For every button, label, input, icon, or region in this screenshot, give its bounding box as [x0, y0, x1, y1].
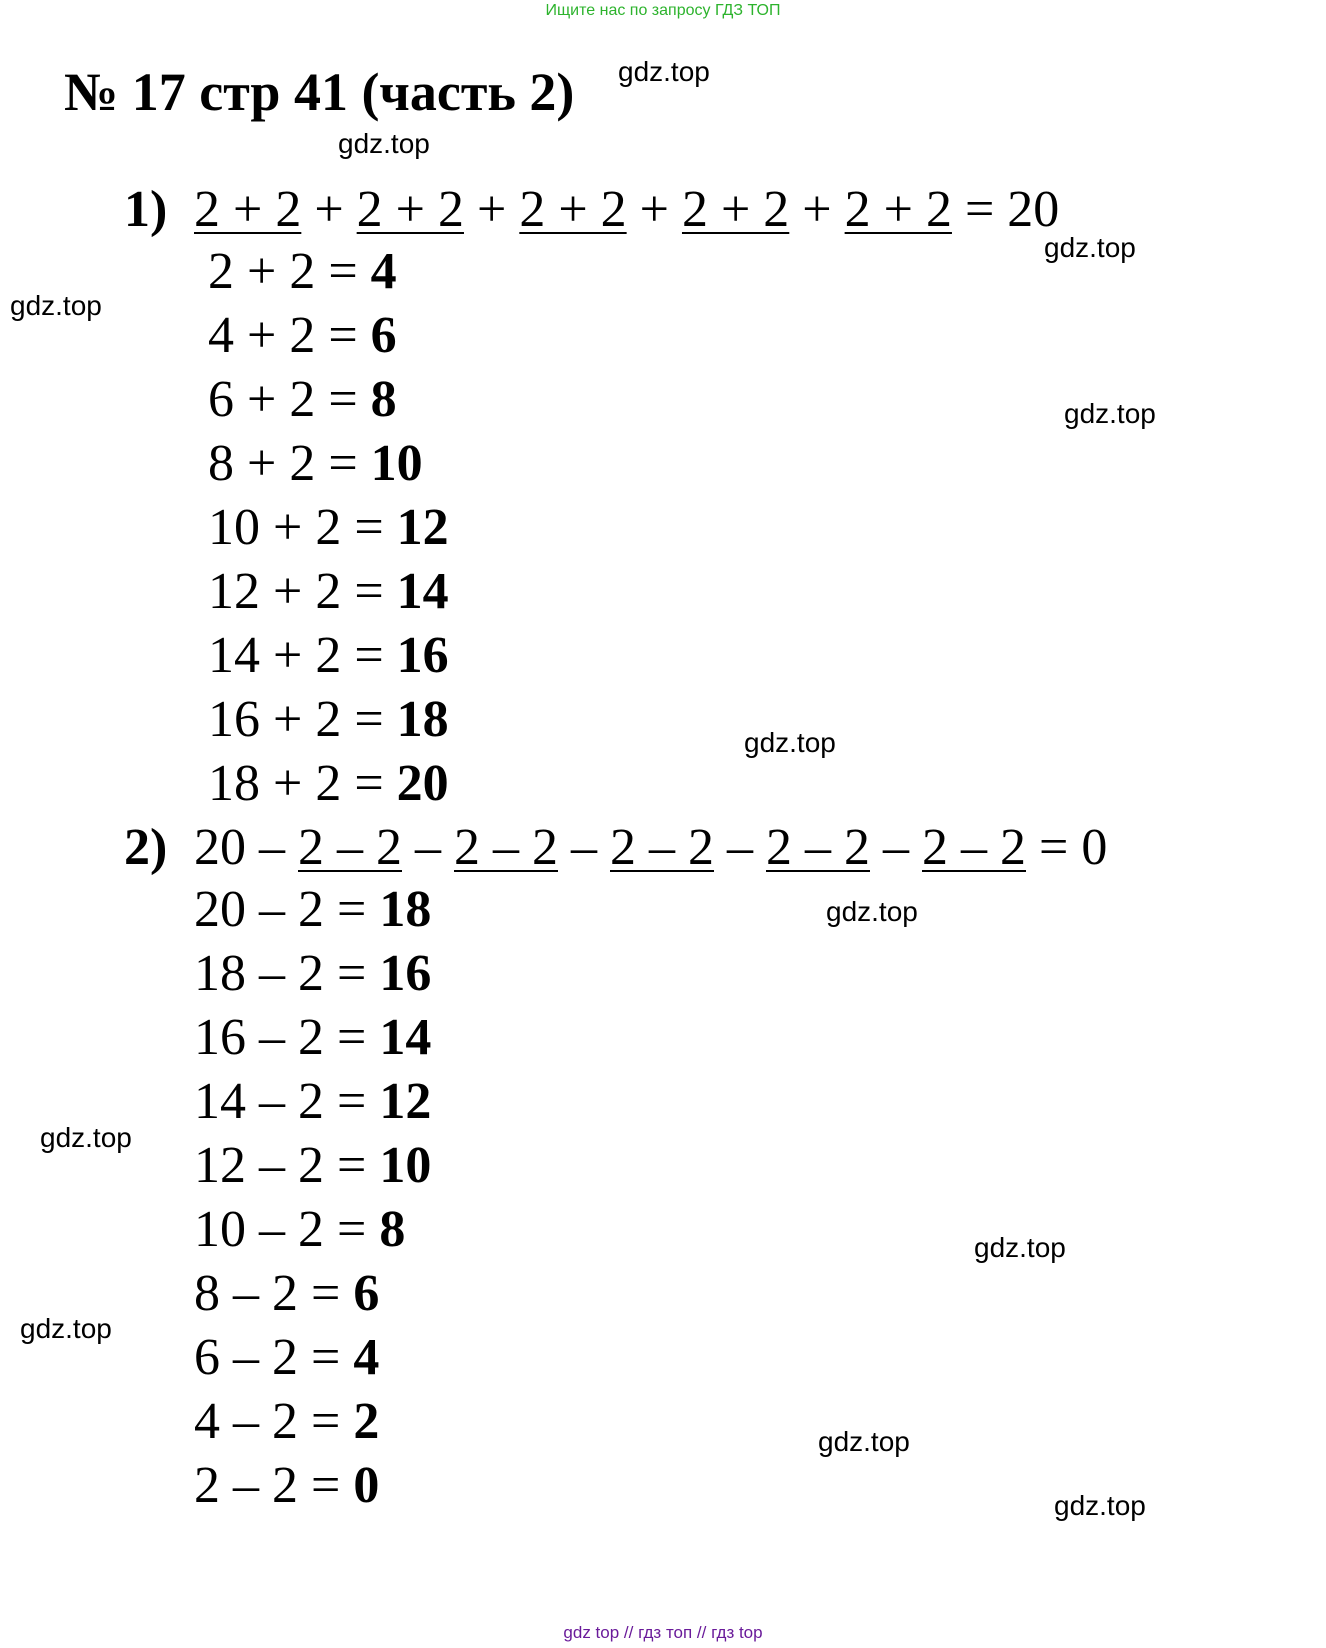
part2-step [194, 1008, 431, 1068]
part1-label: 1) [124, 181, 168, 238]
watermark: gdz.top [818, 1426, 910, 1457]
part1-step-expression: 18 + 2 = [208, 755, 397, 812]
part1-step [208, 242, 397, 302]
part1-step [208, 754, 449, 814]
part1-step-answer: 20 [396, 755, 449, 812]
watermark: gdz.top [20, 1313, 112, 1344]
top-banner: Ищите нас по запросу ГДЗ ТОП [545, 2, 781, 19]
part2-operator: – [714, 819, 766, 876]
part1-step [208, 562, 449, 622]
part2-step-expression: 6 – 2 = [194, 1329, 354, 1386]
part1-operator: + [463, 181, 520, 238]
part1-group: 2 + 2 [194, 181, 302, 238]
part2-group: 2 – 2 [766, 819, 870, 876]
part1-operator: + [789, 181, 845, 238]
part2-operator: – [558, 819, 610, 876]
part2-group: 2 – 2 [298, 819, 402, 876]
part2-start: 20 – [194, 819, 298, 876]
watermark: gdz.top [826, 896, 918, 927]
part1-group: 2 + 2 [519, 181, 627, 238]
part1-step [208, 498, 449, 558]
part2-step-expression: 16 – 2 = [194, 1009, 380, 1066]
part1-step [208, 306, 397, 366]
part2-step-answer: 14 [379, 1009, 432, 1066]
part1-step-expression: 6 + 2 = [208, 371, 371, 428]
part2-step-expression: 20 – 2 = [194, 881, 380, 938]
watermark: gdz.top [40, 1122, 132, 1153]
part2-operator: – [870, 819, 922, 876]
part1-operator: + [626, 181, 682, 238]
part1-group: 2 + 2 [844, 181, 952, 238]
part1-step-answer: 8 [370, 371, 397, 428]
page-title: № 17 стр 41 (часть 2) [64, 62, 575, 122]
part1-step-expression: 10 + 2 = [208, 499, 397, 556]
part2-step [194, 944, 431, 1004]
part2-step-answer: 16 [379, 945, 432, 1002]
part2-step [194, 880, 431, 940]
part2-label: 2) [124, 819, 168, 876]
part2-group: 2 – 2 [922, 819, 1026, 876]
part2-step-answer: 12 [379, 1073, 432, 1130]
part1-step-answer: 4 [370, 243, 397, 300]
part2-step-answer: 4 [353, 1329, 380, 1386]
watermark: gdz.top [338, 128, 430, 159]
part1-group: 2 + 2 [681, 181, 790, 238]
part2-step [194, 1200, 405, 1260]
part2-step-answer: 0 [353, 1457, 380, 1514]
part2-result: = 0 [1026, 819, 1108, 876]
watermark: gdz.top [1064, 398, 1156, 429]
part2-step-expression: 8 – 2 = [194, 1265, 354, 1322]
part2-group: 2 – 2 [610, 819, 714, 876]
part2-step-expression: 12 – 2 = [194, 1137, 380, 1194]
watermark: gdz.top [10, 290, 102, 321]
part2-step [194, 1328, 379, 1388]
part2-step [194, 1072, 431, 1132]
part2-step-expression: 4 – 2 = [194, 1393, 354, 1450]
part1-operator: + [301, 181, 357, 238]
part1-step [208, 690, 449, 750]
part2-step-expression: 18 – 2 = [194, 945, 380, 1002]
part1-step-expression: 14 + 2 = [208, 627, 397, 684]
part2-step [194, 1136, 431, 1196]
watermark: gdz.top [744, 727, 836, 758]
part1-step-expression: 4 + 2 = [208, 307, 371, 364]
part1-step-expression: 16 + 2 = [208, 691, 397, 748]
part2-step-expression: 2 – 2 = [194, 1457, 354, 1514]
part1-main-expression [194, 180, 1059, 240]
part2-operator: – [402, 819, 454, 876]
part1-step-answer: 18 [396, 691, 449, 748]
part1-step [208, 626, 449, 686]
part2-step-expression: 14 – 2 = [194, 1073, 380, 1130]
part2-step-answer: 2 [353, 1393, 380, 1450]
part1-step-expression: 12 + 2 = [208, 563, 397, 620]
part2-main-expression [194, 818, 1107, 878]
part1-step-answer: 6 [370, 307, 397, 364]
part2-step [194, 1392, 379, 1452]
footer-links: gdz top // гдз топ // гдз top [563, 1623, 763, 1642]
part1-group: 2 + 2 [356, 181, 464, 238]
watermark: gdz.top [1054, 1490, 1146, 1521]
part1-step [208, 434, 423, 494]
part1-step-answer: 10 [370, 435, 423, 492]
part1-step-answer: 12 [396, 499, 449, 556]
part2-step [194, 1456, 379, 1516]
part1-step-answer: 14 [396, 563, 449, 620]
watermark: gdz.top [974, 1232, 1066, 1263]
part1-step [208, 370, 397, 430]
part1-result: = 20 [951, 181, 1060, 238]
part2-step [194, 1264, 379, 1324]
part1-step-expression: 8 + 2 = [208, 435, 371, 492]
part1-step-expression: 2 + 2 = [208, 243, 371, 300]
part2-step-answer: 6 [353, 1265, 380, 1322]
part2-group: 2 – 2 [454, 819, 558, 876]
part2-step-answer: 10 [379, 1137, 432, 1194]
part2-step-answer: 18 [379, 881, 432, 938]
watermark: gdz.top [618, 56, 710, 87]
part2-step-expression: 10 – 2 = [194, 1201, 380, 1258]
part1-step-answer: 16 [396, 627, 449, 684]
watermark: gdz.top [1044, 232, 1136, 263]
part2-step-answer: 8 [379, 1201, 406, 1258]
